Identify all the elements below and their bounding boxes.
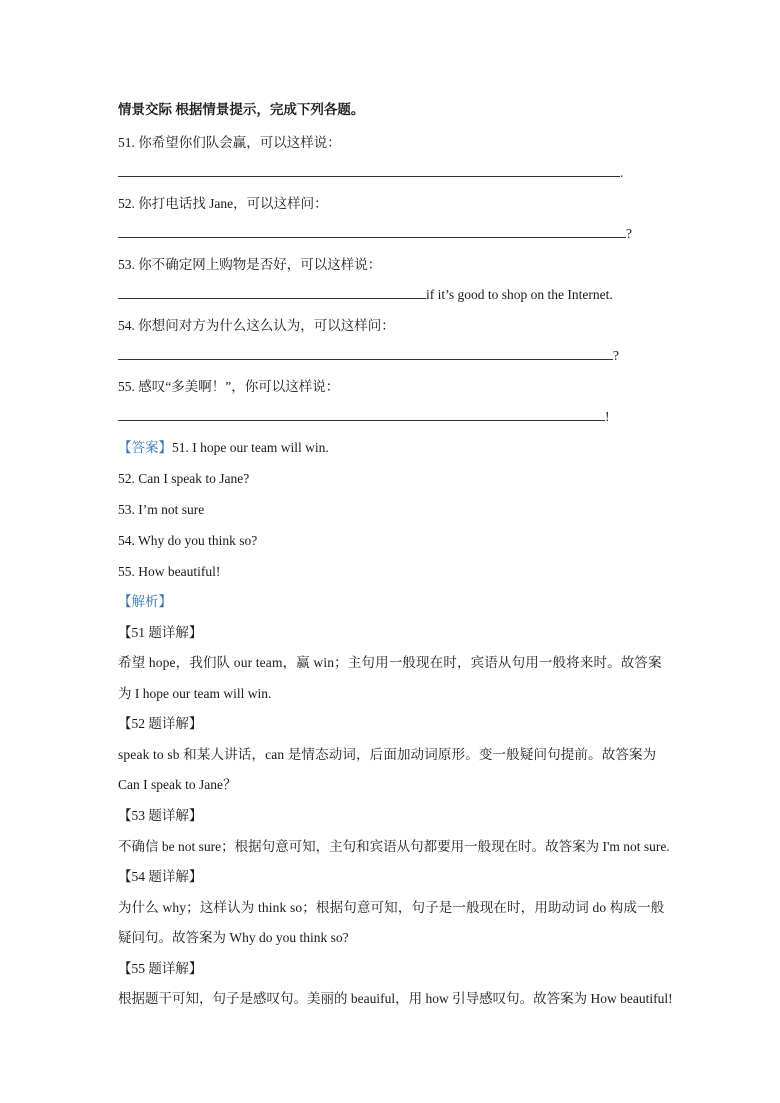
detail-text: Can I speak to Jane？ (118, 777, 237, 792)
answer-blank (118, 408, 605, 421)
answer-blank (118, 164, 620, 177)
answer-item: 52. Can I speak to Jane? (118, 471, 250, 486)
detail-text: 不确信 be not sure；根据句意可知，主句和宾语从句都要用一般现在时。故答案为 I'm not sure. (118, 839, 670, 854)
question-52-prompt: 52. 你打电话找 Jane，可以这样问： (118, 196, 328, 211)
blank-suffix: ! (605, 409, 610, 424)
question-54-prompt: 54. 你想问对方为什么这么认为，可以这样问： (118, 318, 395, 333)
blank-suffix: ? (613, 348, 619, 363)
answer-blank (118, 286, 426, 299)
answer-item: 53. I’m not sure (118, 502, 205, 517)
detail-title-54: 【54 题详解】 (118, 869, 203, 884)
section-heading: 情景交际 根据情景提示，完成下列各题。 (118, 102, 365, 117)
question-55-answer-line (118, 408, 610, 426)
answer-blank (118, 347, 613, 360)
question-52-answer-line (118, 225, 632, 243)
analysis-label: 【解析】 (118, 594, 172, 609)
answer-item: 51. I hope our team will win. (172, 440, 329, 455)
blank-suffix: ? (626, 226, 632, 241)
detail-title-51: 【51 题详解】 (118, 625, 203, 640)
question-55-prompt: 55. 感叹“多美啊！”，你可以这样说： (118, 379, 340, 394)
detail-title-53: 【53 题详解】 (118, 808, 203, 823)
blank-suffix: . (620, 165, 624, 180)
blank-suffix: if it’s good to shop on the Internet. (426, 287, 613, 302)
answer-item: 55. How beautiful! (118, 564, 221, 579)
answer-blank (118, 225, 626, 238)
answer-label: 【答案】 (118, 440, 172, 455)
answer-row-51 (118, 439, 329, 457)
answer-item: 54. Why do you think so? (118, 533, 258, 548)
detail-text: 疑问句。故答案为 Why do you think so? (118, 930, 349, 945)
detail-text: 根据题干可知，句子是感叹句。美丽的 beauiful，用 how 引导感叹句。故答案为 How beautiful! (118, 991, 673, 1006)
detail-text: 为什么 why；这样认为 think so；根据句意可知，句子是一般现在时，用助动词 do 构成一般 (118, 900, 665, 915)
question-53-prompt: 53. 你不确定网上购物是否好，可以这样说： (118, 257, 382, 272)
question-53-answer-line (118, 286, 613, 304)
detail-title-55: 【55 题详解】 (118, 961, 203, 976)
detail-text: 希望 hope，我们队 our team，赢 win；主句用一般现在时，宾语从句用一般将来时。故答案 (118, 655, 662, 670)
question-51-answer-line (118, 164, 623, 182)
question-51-prompt: 51. 你希望你们队会赢，可以这样说： (118, 135, 341, 150)
question-54-answer-line (118, 347, 619, 365)
detail-title-52: 【52 题详解】 (118, 716, 203, 731)
detail-text: speak to sb 和某人讲话，can 是情态动词，后面加动词原形。变一般疑问句提前。故答案为 (118, 747, 657, 762)
detail-text: 为 I hope our team will win. (118, 686, 272, 701)
